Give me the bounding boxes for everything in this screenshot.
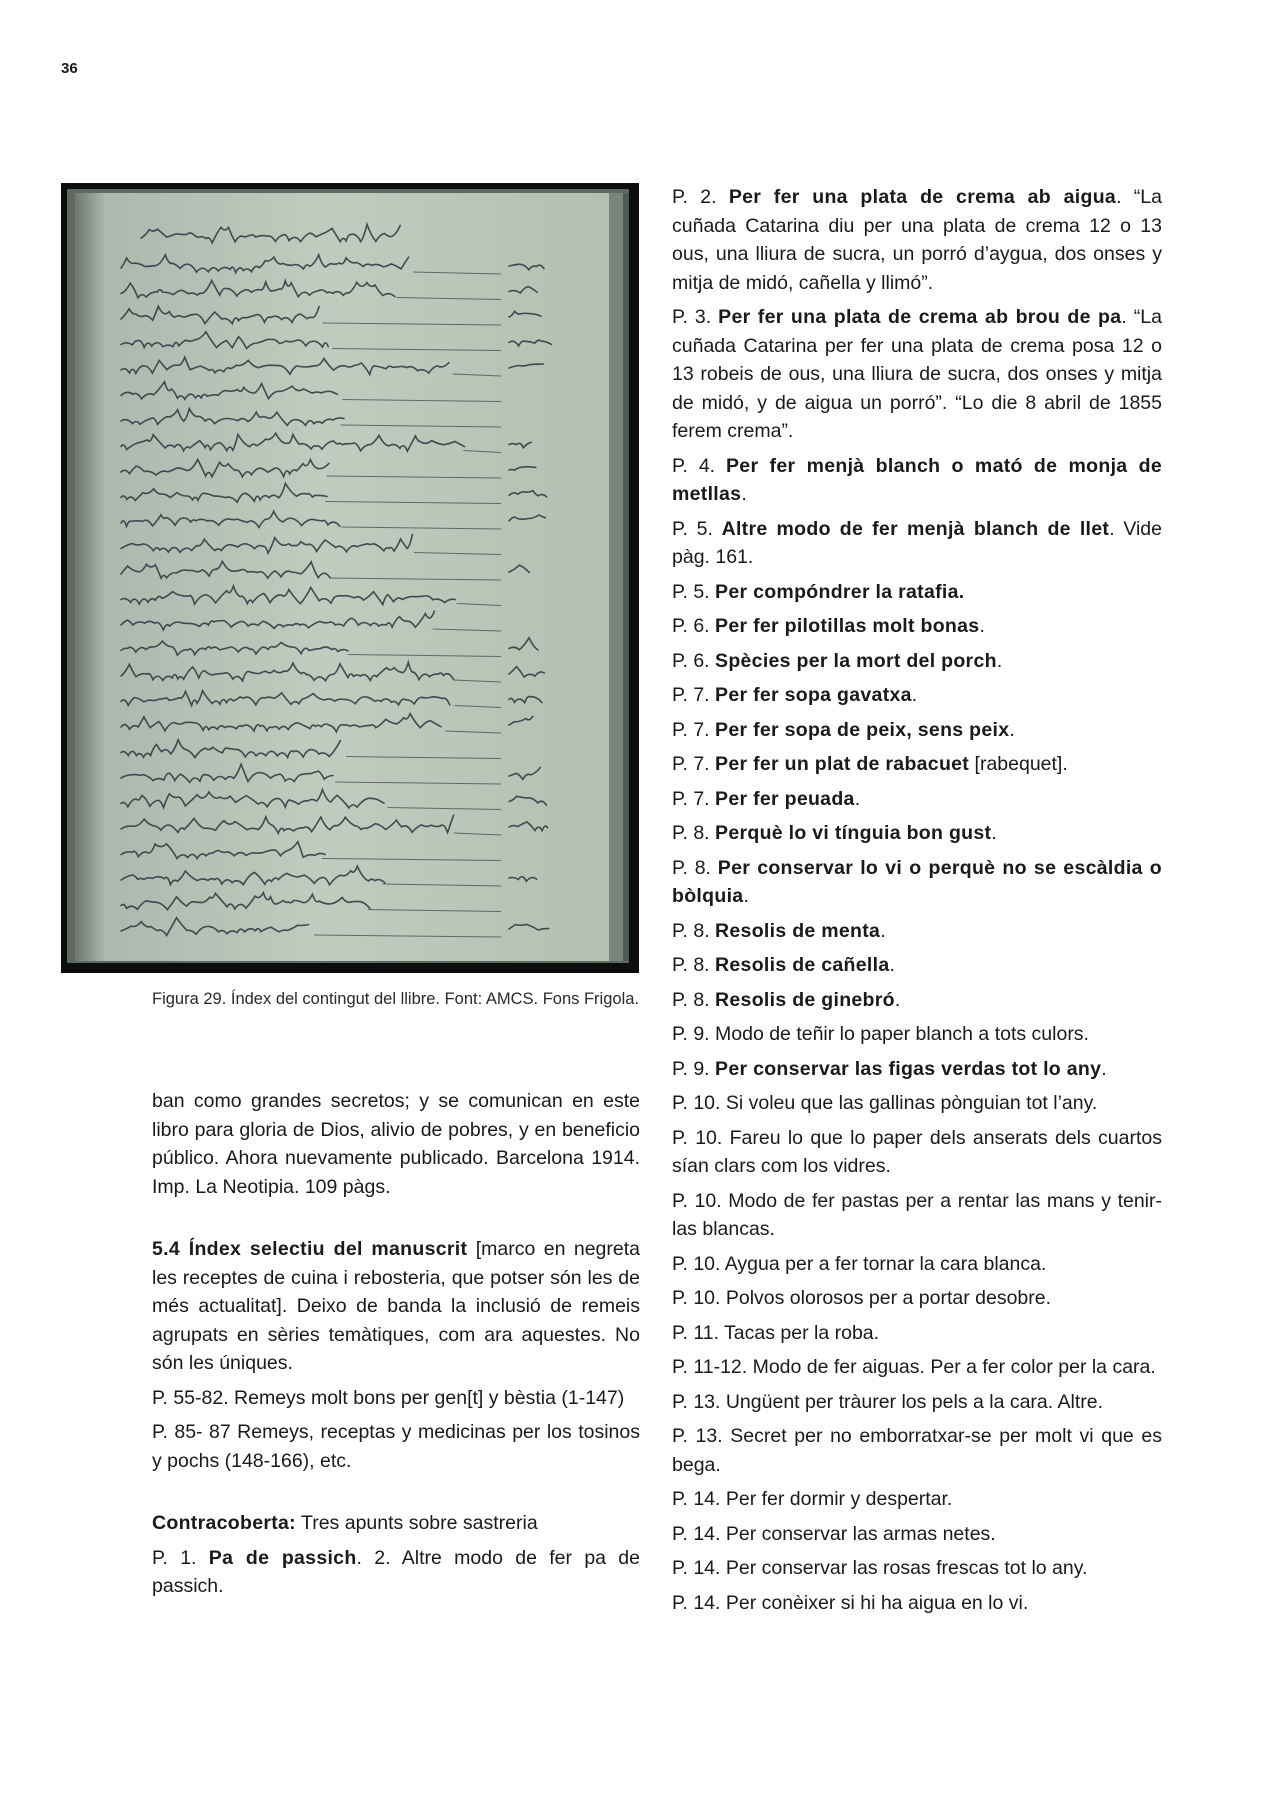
entry-page: P. 8.: [672, 919, 716, 942]
recipe-title: Pa de passich: [208, 1546, 357, 1569]
entry-title: Per conservar las figas verdas tot lo any: [715, 1057, 1102, 1080]
right-column: [672, 183, 1162, 1623]
manuscript-figure: [61, 183, 639, 973]
entry-page: P. 6.: [672, 615, 716, 637]
entry-page: P. 8.: [672, 988, 716, 1011]
entry-page: P. 10. Polvos olorosos per a portar desobre.: [672, 1287, 1052, 1309]
entry-title: Per conservar lo vi o perquè no se escàldia o bòlquia: [672, 856, 1162, 907]
entry-page: P. 14. Per conèixer si hi ha aigua en lo vi.: [672, 1591, 1029, 1614]
entry-page: P. 10. Aygua per a fer tornar la cara blanca.: [672, 1252, 1047, 1275]
index-entry: [672, 819, 1162, 848]
entry-page: P. 7.: [672, 753, 716, 775]
entry-page: P. 13. Secret per no emborratxar-se per molt vi que es bega.: [672, 1425, 1162, 1476]
entry-page: P. 13. Ungüent per tràurer los pels a la cara. Altre.: [672, 1390, 1104, 1413]
entry-title: Resolis de menta: [715, 919, 881, 942]
index-entry: [672, 1422, 1162, 1479]
entry-title: Per fer pilotillas molt bonas: [715, 615, 980, 637]
entry-title: Per fer una plata de crema ab brou de pa: [718, 306, 1122, 328]
intro-paragraph: ban como grandes secretos; y se comunican en este libro para gloria de Dios, alivio de pobres, y en beneficio público. Ahora nuevamente publicado. Barcelona 1914. Imp. La Neotipia. 109 pàgs.: [152, 1090, 640, 1198]
recipe-note: . 2. Altre modo de fer pa de passich.: [152, 1546, 640, 1597]
entry-title: Perquè lo vi tínguia bon gust: [715, 822, 992, 844]
entry-page: P. 8.: [672, 954, 716, 976]
entry-title: Per fer sopa gavatxa: [715, 684, 912, 706]
section-title: 5.4 Índex selectiu del manuscrit: [152, 1238, 468, 1260]
entry-page: P. 9.: [672, 1057, 716, 1080]
entry-note: . “La cuñada Catarina per fer una plata de crema posa 12 o 13 robeis de ous, una lliura de sucra, dos onses y mitja de midó, y de aigua un porró”. “Lo die 8 abril de 1855 ferem crema”.: [672, 306, 1162, 442]
entry-page: P. 3.: [672, 306, 719, 328]
entry-page: P. 10. Modo de fer pastas per a rentar las mans y tenir-las blancas.: [672, 1189, 1162, 1240]
index-entry: [672, 1020, 1162, 1049]
entry-page: P. 7.: [672, 787, 716, 810]
index-entry: [672, 647, 1162, 676]
entry-title: Per fer menjà blanch o mató de monja de metllas: [672, 454, 1162, 505]
index-entry: [672, 854, 1162, 911]
index-entry: [672, 951, 1162, 980]
entry-note: .: [741, 483, 747, 505]
index-entry: [672, 1353, 1162, 1382]
entry-title: Altre modo de fer menjà blanch de llet: [721, 517, 1110, 540]
index-entry: [672, 750, 1162, 779]
contracoberta-paragraph: [152, 1509, 640, 1538]
remedies-p85: P. 85- 87 Remeys, receptas y medicinas per los tosinos y pochs (148-166), etc.: [152, 1421, 640, 1472]
entry-title: Per compóndrer la ratafia.: [715, 580, 965, 603]
index-entry: [672, 183, 1162, 297]
entry-page: P. 5.: [672, 517, 722, 540]
index-entry: [672, 1187, 1162, 1244]
entry-page: P. 9. Modo de teñir lo paper blanch a tots culors.: [672, 1023, 1089, 1045]
recipe-p1: [152, 1544, 640, 1601]
index-entry: [672, 1388, 1162, 1417]
entry-page: P. 11. Tacas per la roba.: [672, 1321, 880, 1344]
entry-page: P. 7.: [672, 718, 716, 741]
index-entry: [672, 1319, 1162, 1348]
index-entry: [672, 1589, 1162, 1618]
entry-page: P. 8.: [672, 822, 716, 844]
entry-page: P. 6.: [672, 649, 716, 672]
entry-page: P. 4.: [672, 454, 726, 477]
index-entry: [672, 578, 1162, 607]
index-entry: [672, 1520, 1162, 1549]
entry-page: P. 8.: [672, 856, 718, 879]
entry-note: .: [1009, 718, 1015, 741]
index-entry: [672, 1485, 1162, 1514]
index-entry: [672, 917, 1162, 946]
index-entry: [672, 1284, 1162, 1313]
entry-page: P. 14. Per fer dormir y despertar.: [672, 1488, 953, 1510]
index-entry: [672, 1554, 1162, 1583]
entry-note: . Vide pàg. 161.: [672, 517, 1162, 568]
entry-note: .: [743, 885, 749, 907]
index-entry: [672, 986, 1162, 1015]
entry-page: P. 7.: [672, 684, 716, 706]
entry-page: P. 14. Per conservar las rosas frescas tot lo any.: [672, 1557, 1088, 1579]
index-entry: [672, 1089, 1162, 1118]
contracoberta-text: Tres apunts sobre sastreria: [295, 1512, 538, 1534]
entry-note: . “La cuñada Catarina diu per una plata de crema 12 o 13 ous, una lliura de sucra, un porró d’aygua, dos onses y mitja de midó, cañella y llimó”.: [672, 186, 1162, 294]
index-entry: [672, 515, 1162, 572]
section-paragraph: [152, 1235, 640, 1378]
index-entry: [672, 681, 1162, 710]
manuscript-image: [61, 183, 639, 973]
index-entry: [672, 1124, 1162, 1181]
recipe-page: P. 1.: [152, 1546, 209, 1569]
entry-page: P. 11-12. Modo de fer aiguas. Per a fer color per la cara.: [672, 1356, 1156, 1378]
entry-note: .: [1101, 1057, 1107, 1080]
entry-note: .: [979, 615, 985, 637]
index-entry: [672, 303, 1162, 446]
left-column: [152, 1087, 640, 1607]
entry-page: P. 14. Per conservar las armas netes.: [672, 1522, 996, 1545]
entry-note: .: [889, 954, 895, 976]
entry-note: .: [996, 649, 1003, 672]
entry-title: Per fer un plat de rabacuet: [715, 753, 970, 775]
index-entry: [672, 716, 1162, 745]
entry-page: P. 5.: [672, 580, 716, 603]
page-number: 36: [61, 60, 78, 77]
entry-title: Per fer sopa de peix, sens peix: [715, 718, 1010, 741]
section-text: [marco en negreta les receptes de cuina i rebosteria, que potser són les de més actualitat]. Deixo de banda la inclusió de remeis agrupats en sèries temàtiques, com ara aquestes. No són les úniques.: [152, 1238, 640, 1374]
entry-page: P. 2.: [672, 186, 729, 208]
entry-note: .: [991, 822, 997, 844]
index-entry: [672, 785, 1162, 814]
index-entry: [672, 1250, 1162, 1279]
index-entry: [672, 612, 1162, 641]
entry-page: P. 10. Si voleu que las gallinas pònguian tot l’any.: [672, 1092, 1098, 1114]
entry-title: Per fer peuada: [715, 787, 855, 810]
remedies-p55: P. 55-82. Remeys molt bons per gen[t] y bèstia (1-147): [152, 1386, 625, 1409]
entry-note: .: [880, 919, 886, 942]
entry-note: .: [854, 787, 861, 810]
entry-title: Resolis de cañella: [715, 954, 890, 976]
figure-caption: Figura 29. Índex del contingut del llibre. Font: AMCS. Fons Frigola.: [152, 990, 639, 1008]
entry-page: P. 10. Fareu lo que lo paper dels anserats dels cuartos sían clars com los vidres.: [672, 1126, 1162, 1177]
entry-title: Per fer una plata de crema ab aigua: [728, 186, 1117, 208]
index-entry: [672, 1055, 1162, 1084]
entry-note: .: [911, 684, 918, 706]
entry-title: Resolis de ginebró: [715, 988, 895, 1011]
entry-title: Spècies per la mort del porch: [715, 649, 997, 672]
entry-note: .: [894, 988, 901, 1011]
index-entry: [672, 452, 1162, 509]
entry-note: [rabequet].: [969, 753, 1068, 775]
contracoberta-label: Contracoberta:: [152, 1512, 296, 1534]
